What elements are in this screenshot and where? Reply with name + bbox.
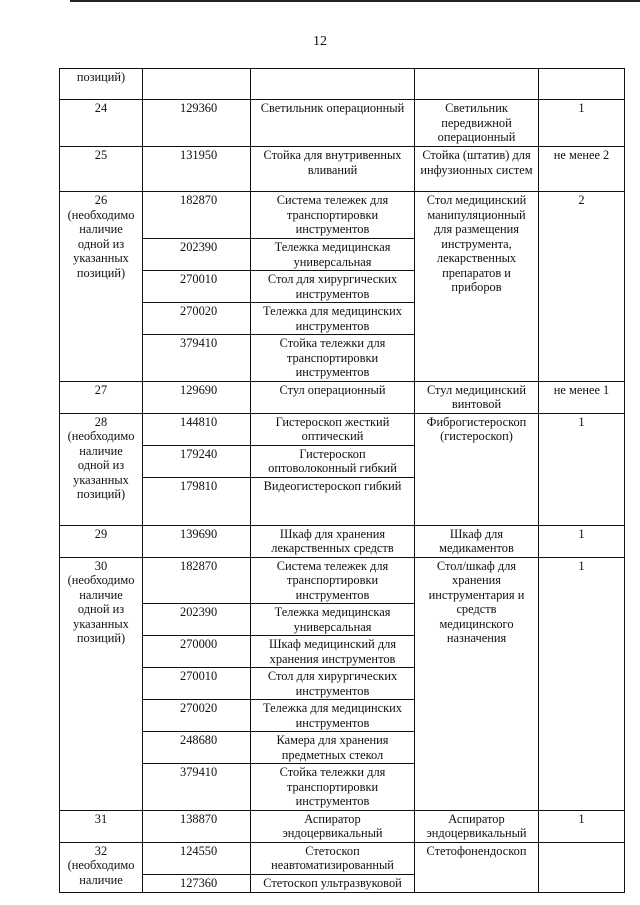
name-cell: Тележка медицинская универсальная bbox=[251, 239, 415, 271]
table-row bbox=[60, 810, 625, 842]
code-cell: 182870 bbox=[143, 557, 251, 604]
name-cell: Стол для хирургических инструментов bbox=[251, 271, 415, 303]
name-cell: Камера для хранения предметных стекол bbox=[251, 732, 415, 764]
scan-top-border bbox=[70, 0, 640, 2]
number-cell: 26 (необходимо наличие одной из указанных позиций) bbox=[60, 192, 143, 382]
alt-name-cell: Аспиратор эндоцервикальный bbox=[415, 810, 539, 842]
name-cell: Система тележек для транспортировки инструментов bbox=[251, 192, 415, 239]
quantity-cell: 1 bbox=[539, 100, 625, 147]
quantity-cell: 1 bbox=[539, 525, 625, 557]
quantity-cell: не менее 1 bbox=[539, 381, 625, 413]
alt-name-cell: Стойка (штатив) для инфузионных систем bbox=[415, 147, 539, 192]
quantity-cell bbox=[539, 69, 625, 100]
code-cell bbox=[143, 69, 251, 100]
alt-name-cell bbox=[415, 69, 539, 100]
quantity-cell: 2 bbox=[539, 192, 625, 382]
name-cell: Шкаф для хранения лекарственных средств bbox=[251, 525, 415, 557]
name-cell: Аспиратор эндоцервикальный bbox=[251, 810, 415, 842]
table-row bbox=[60, 69, 625, 100]
table-row bbox=[60, 525, 625, 557]
name-cell: Стетоскоп неавтоматизированный bbox=[251, 842, 415, 874]
name-cell: Стул операционный bbox=[251, 381, 415, 413]
page-number: 12 bbox=[313, 34, 327, 49]
code-cell: 179240 bbox=[143, 445, 251, 477]
code-cell: 138870 bbox=[143, 810, 251, 842]
name-cell: Видеогистероскоп гибкий bbox=[251, 477, 415, 525]
table-row bbox=[60, 100, 625, 147]
name-cell: Шкаф медицинский для хранения инструментов bbox=[251, 636, 415, 668]
number-cell: 27 bbox=[60, 381, 143, 413]
code-cell: 124550 bbox=[143, 842, 251, 874]
code-cell: 248680 bbox=[143, 732, 251, 764]
name-cell: Стойка тележки для транспортировки инструментов bbox=[251, 335, 415, 382]
table-row bbox=[60, 147, 625, 192]
alt-name-cell: Стол медицинский манипуляционный для размещения инструмента, лекарственных препаратов и приборов bbox=[415, 192, 539, 382]
code-cell: 129360 bbox=[143, 100, 251, 147]
name-cell: Светильник операционный bbox=[251, 100, 415, 147]
name-cell: Тележка медицинская универсальная bbox=[251, 604, 415, 636]
code-cell: 139690 bbox=[143, 525, 251, 557]
code-cell: 182870 bbox=[143, 192, 251, 239]
alt-name-cell: Шкаф для медикаментов bbox=[415, 525, 539, 557]
number-cell: 31 bbox=[60, 810, 143, 842]
number-cell: позиций) bbox=[60, 69, 143, 100]
code-cell: 270020 bbox=[143, 303, 251, 335]
number-cell: 24 bbox=[60, 100, 143, 147]
code-cell: 202390 bbox=[143, 239, 251, 271]
code-cell: 127360 bbox=[143, 874, 251, 892]
alt-name-cell: Светильник передвижной операционный bbox=[415, 100, 539, 147]
code-cell: 131950 bbox=[143, 147, 251, 192]
name-cell bbox=[251, 69, 415, 100]
code-cell: 129690 bbox=[143, 381, 251, 413]
equipment-table bbox=[59, 68, 625, 893]
name-cell: Тележка для медицинских инструментов bbox=[251, 303, 415, 335]
code-cell: 270000 bbox=[143, 636, 251, 668]
name-cell: Тележка для медицинских инструментов bbox=[251, 700, 415, 732]
table-row bbox=[60, 192, 625, 239]
name-cell: Стетоскоп ультразвуковой bbox=[251, 874, 415, 892]
code-cell: 144810 bbox=[143, 413, 251, 445]
quantity-cell: 1 bbox=[539, 413, 625, 525]
code-cell: 179810 bbox=[143, 477, 251, 525]
name-cell: Гистероскоп жесткий оптический bbox=[251, 413, 415, 445]
quantity-cell: 1 bbox=[539, 810, 625, 842]
alt-name-cell: Стул медицинский винтовой bbox=[415, 381, 539, 413]
alt-name-cell: Фиброгистероскоп (гистероскоп) bbox=[415, 413, 539, 525]
number-cell: 28 (необходимо наличие одной из указанных позиций) bbox=[60, 413, 143, 525]
quantity-cell bbox=[539, 842, 625, 892]
number-cell: 25 bbox=[60, 147, 143, 192]
number-cell: 32 (необходимо наличие bbox=[60, 842, 143, 892]
code-cell: 379410 bbox=[143, 335, 251, 382]
alt-name-cell: Стетофонендоскоп bbox=[415, 842, 539, 892]
name-cell: Гистероскоп оптоволоконный гибкий bbox=[251, 445, 415, 477]
name-cell: Стойка тележки для транспортировки инструментов bbox=[251, 764, 415, 811]
name-cell: Стойка для внутривенных вливаний bbox=[251, 147, 415, 192]
table-row bbox=[60, 557, 625, 604]
code-cell: 202390 bbox=[143, 604, 251, 636]
alt-name-cell: Стол/шкаф для хранения инструментария и средств медицинского назначения bbox=[415, 557, 539, 810]
number-cell: 29 bbox=[60, 525, 143, 557]
number-cell: 30 (необходимо наличие одной из указанных позиций) bbox=[60, 557, 143, 810]
table-row bbox=[60, 381, 625, 413]
name-cell: Система тележек для транспортировки инструментов bbox=[251, 557, 415, 604]
quantity-cell: не менее 2 bbox=[539, 147, 625, 192]
code-cell: 270020 bbox=[143, 700, 251, 732]
code-cell: 270010 bbox=[143, 668, 251, 700]
name-cell: Стол для хирургических инструментов bbox=[251, 668, 415, 700]
table-row bbox=[60, 842, 625, 874]
code-cell: 270010 bbox=[143, 271, 251, 303]
code-cell: 379410 bbox=[143, 764, 251, 811]
quantity-cell: 1 bbox=[539, 557, 625, 810]
table-row bbox=[60, 413, 625, 445]
